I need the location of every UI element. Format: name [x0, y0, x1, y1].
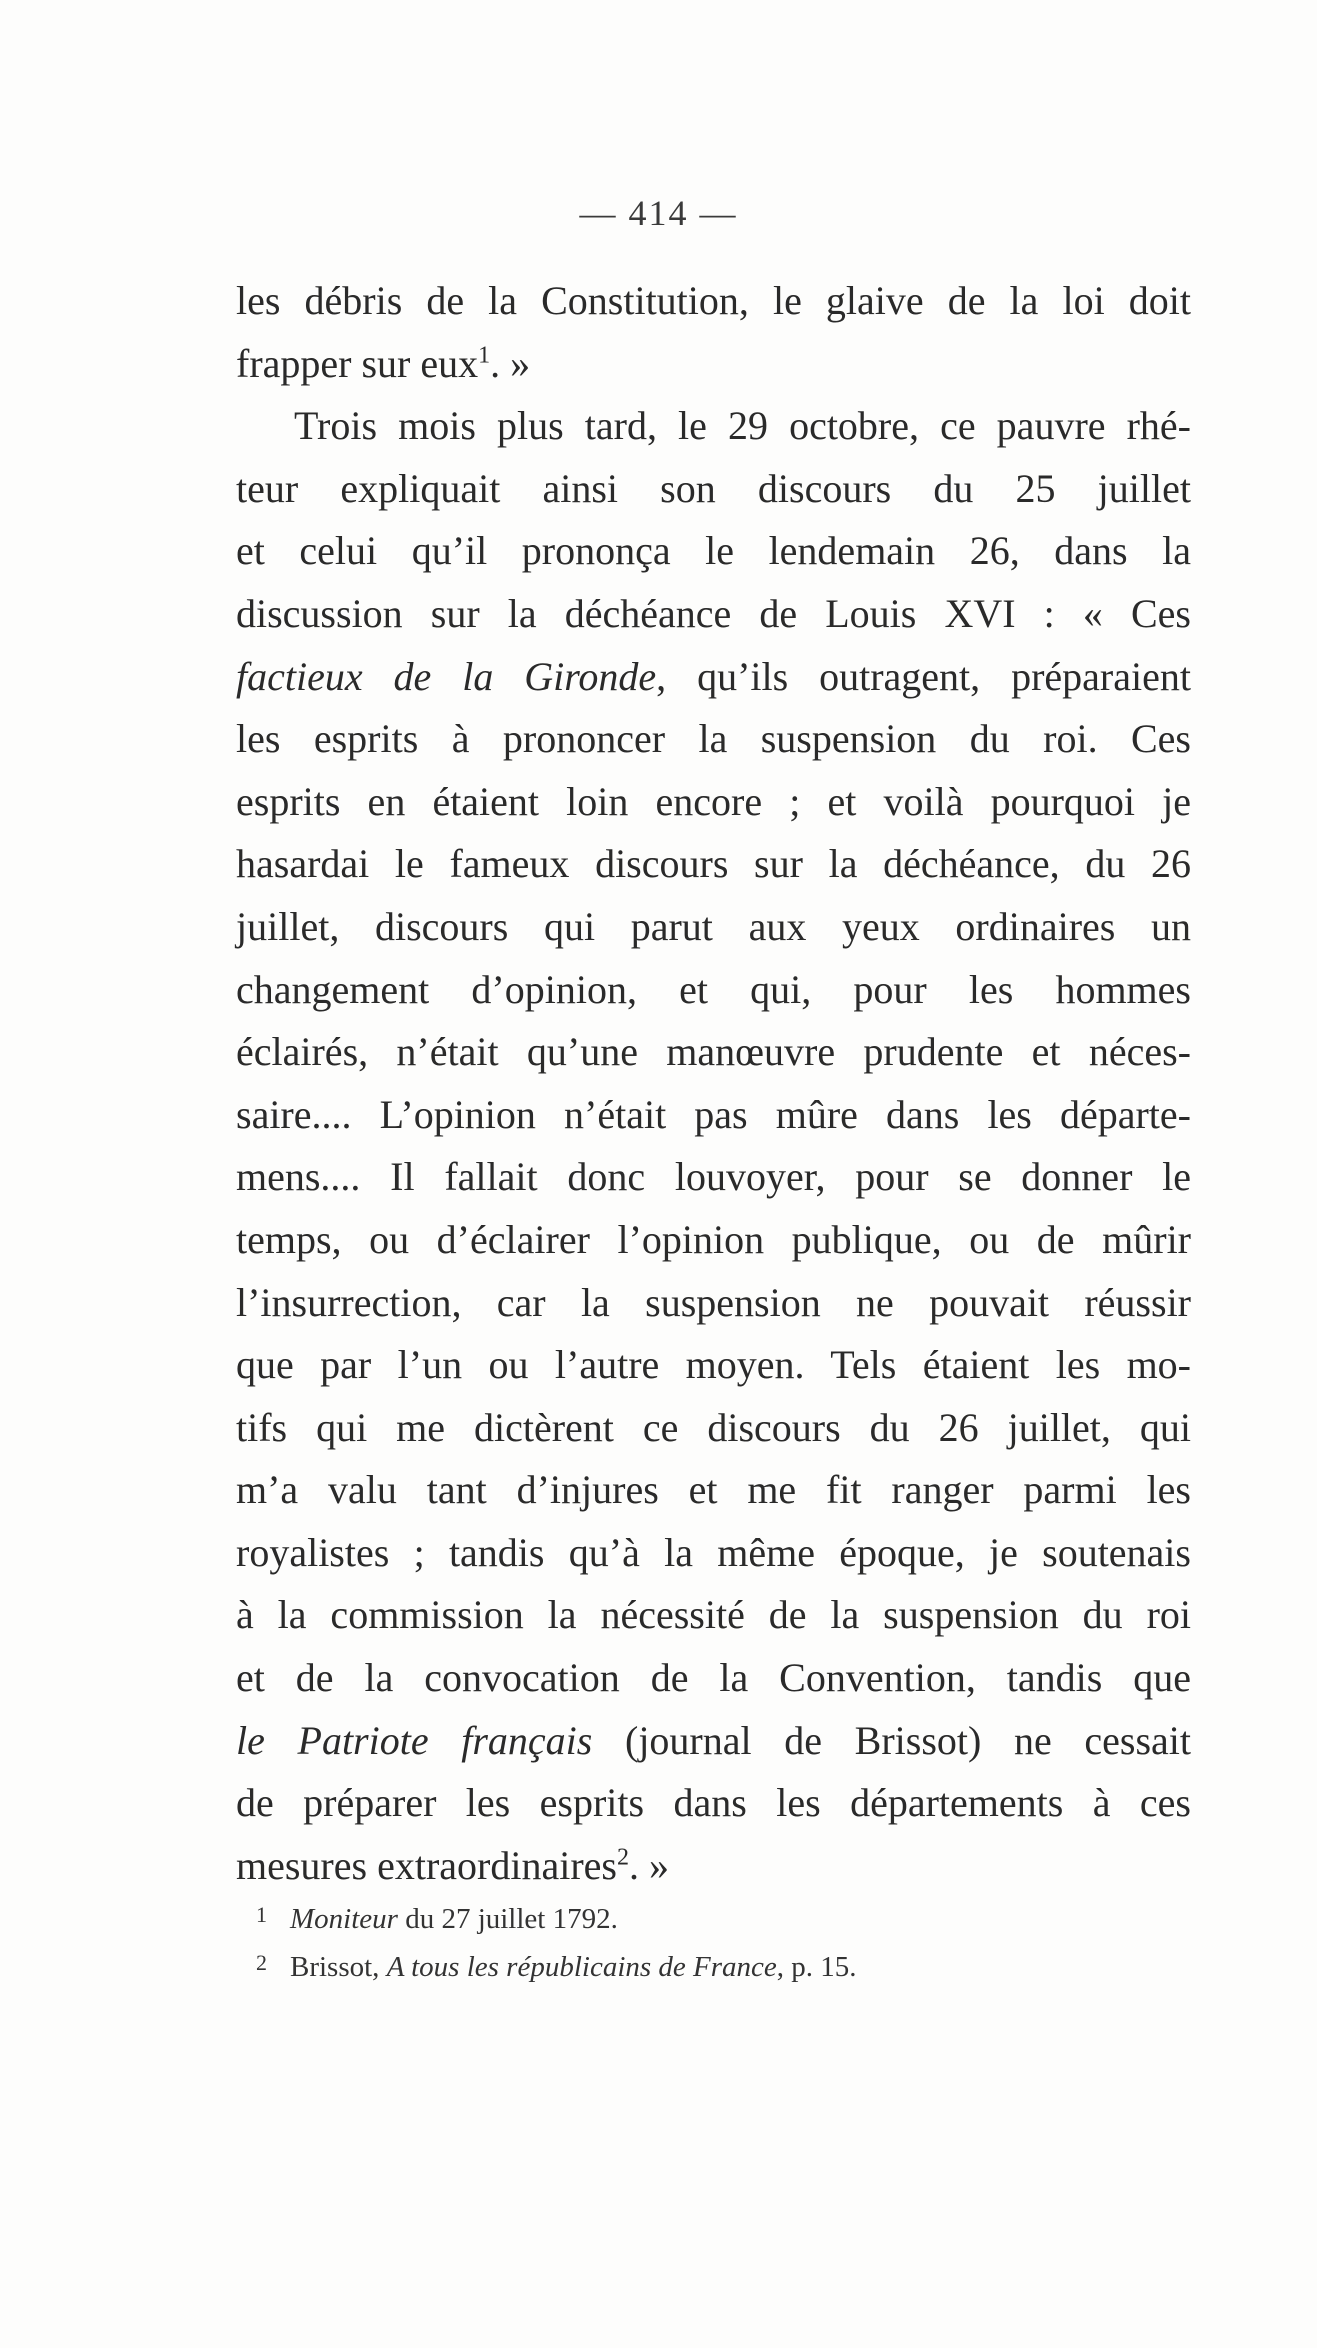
text-line: factieux de la Gironde, qu’ils outragent, préparaient	[236, 653, 1191, 699]
footnote-1: 1 Moniteur du 27 juillet 1792.	[256, 1893, 1136, 1941]
text-line: l’insurrection, car la suspension ne pouvait réussir	[236, 1279, 1191, 1325]
italic-phrase: factieux de la Gironde	[236, 653, 657, 699]
text-line: saire.... L’opinion n’était pas mûre dans les départe-	[236, 1091, 1191, 1137]
text-line: mesures extraordinaires$^2$. »	[236, 1842, 669, 1888]
footnote-ref-1: 1	[478, 342, 491, 369]
text-line: mens.... Il fallait donc louvoyer, pour se donner le	[236, 1154, 1191, 1200]
footnote-ref-2: 2	[616, 1844, 629, 1871]
text-line: discussion sur la déchéance de Louis XVI : « Ces	[236, 590, 1191, 636]
footnote-mark: 1	[256, 1902, 267, 1927]
text-line: éclairés, n’était qu’une manœuvre prudente et néces-	[236, 1029, 1191, 1075]
footnotes	[256, 1893, 1136, 1989]
text-line: à la commission la nécessité de la suspension du roi	[236, 1592, 1191, 1638]
footnote-mark: 2	[256, 1950, 267, 1975]
text-line: esprits en étaient loin encore ; et voilà pourquoi je	[236, 778, 1191, 824]
text-line: temps, ou d’éclairer l’opinion publique, ou de mûrir	[236, 1216, 1191, 1262]
text-line: le Patriote français (journal de Brissot) ne cessait	[236, 1717, 1191, 1763]
body-text	[236, 270, 1191, 1897]
text-line: m’a valu tant d’injures et me fit ranger parmi les	[236, 1467, 1191, 1513]
text-line: les débris de la Constitution, le glaive de la loi doit	[236, 278, 1191, 323]
text-line: Trois mois plus tard, le 29 octobre, ce pauvre rhé-	[294, 403, 1191, 449]
text-line: juillet, discours qui parut aux yeux ordinaires un	[236, 903, 1191, 949]
text-line: de préparer les esprits dans les départements à ces	[236, 1780, 1191, 1826]
text-line: frapper sur eux$^1$. »	[236, 340, 531, 386]
text-line: teur expliquait ainsi son discours du 25 juillet	[236, 465, 1191, 511]
text-line: que par l’un ou l’autre moyen. Tels étaient les mo-	[236, 1342, 1191, 1388]
text-line: royalistes ; tandis qu’à la même époque, je soutenais	[236, 1529, 1191, 1575]
text-line: les esprits à prononcer la suspension du roi. Ces	[236, 716, 1191, 762]
text-line: hasardai le fameux discours sur la déchéance, du 26	[236, 841, 1191, 887]
italic-phrase: le Patriote français	[236, 1717, 593, 1763]
page-number: — 414 —	[579, 193, 738, 233]
text-line: et celui qu’il prononça le lendemain 26, dans la	[236, 528, 1191, 574]
text-line: changement d’opinion, et qui, pour les hommes	[236, 966, 1191, 1012]
footnote-2: 2 Brissot, A tous les républicains de France, p. 15.	[256, 1941, 1136, 1989]
text-line: et de la convocation de la Convention, tandis que	[236, 1655, 1191, 1701]
text-line: tifs qui me dictèrent ce discours du 26 juillet, qui	[236, 1404, 1191, 1450]
